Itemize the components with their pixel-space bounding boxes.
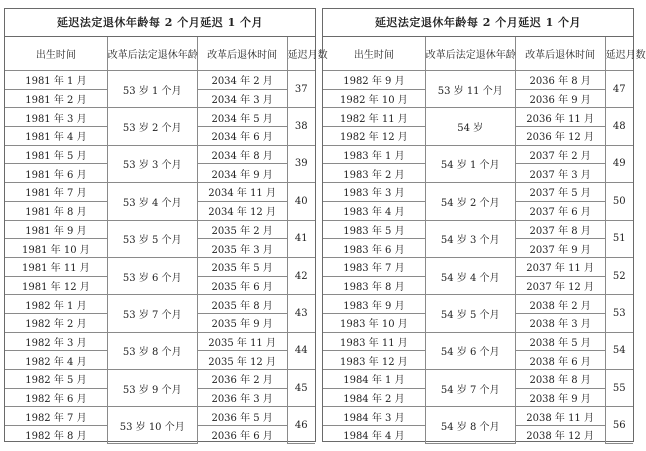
birth-time-cell: 1982 年 9 月 <box>323 71 425 90</box>
retirement-time-cell: 2035 年 9 月 <box>197 313 287 332</box>
retirement-age-cell: 54 岁 3 个月 <box>425 220 515 257</box>
delay-months-cell: 37 <box>287 71 315 108</box>
retirement-age-cell: 53 岁 7 个月 <box>107 295 197 332</box>
birth-time-cell: 1982 年 3 月 <box>5 332 107 351</box>
retirement-time-cell: 2035 年 8 月 <box>197 295 287 314</box>
retirement-age-cell: 53 岁 4 个月 <box>107 183 197 220</box>
retirement-time-cell: 2034 年 2 月 <box>197 71 287 90</box>
birth-time-cell: 1982 年 2 月 <box>5 313 107 332</box>
birth-time-cell: 1981 年 12 月 <box>5 276 107 295</box>
birth-time-cell: 1982 年 8 月 <box>5 426 107 444</box>
table-row <box>5 183 315 202</box>
table-row <box>5 407 315 426</box>
retirement-time-cell: 2036 年 9 月 <box>515 89 605 108</box>
birth-time-cell: 1983 年 8 月 <box>323 276 425 295</box>
header-retirement-time: 改革后退休时间 <box>197 37 287 71</box>
delay-months-cell: 39 <box>287 145 315 182</box>
delay-months-cell: 44 <box>287 332 315 369</box>
retirement-age-cell: 53 岁 11 个月 <box>425 71 515 108</box>
retirement-time-cell: 2035 年 11 月 <box>197 332 287 351</box>
delay-months-cell: 56 <box>605 407 633 444</box>
birth-time-cell: 1983 年 11 月 <box>323 332 425 351</box>
retirement-time-cell: 2035 年 3 月 <box>197 239 287 258</box>
retirement-time-cell: 2037 年 11 月 <box>515 257 605 276</box>
delay-months-cell: 54 <box>605 332 633 369</box>
retirement-time-cell: 2037 年 9 月 <box>515 239 605 258</box>
retirement-time-cell: 2036 年 2 月 <box>197 370 287 389</box>
retirement-age-cell: 53 岁 3 个月 <box>107 145 197 182</box>
birth-time-cell: 1983 年 7 月 <box>323 257 425 276</box>
delay-months-cell: 48 <box>605 108 633 145</box>
delay-months-cell: 46 <box>287 407 315 444</box>
retirement-age-cell: 54 岁 1 个月 <box>425 145 515 182</box>
retirement-table <box>5 37 328 444</box>
header-retirement-time: 改革后退休时间 <box>515 37 605 71</box>
birth-time-cell: 1982 年 1 月 <box>5 295 107 314</box>
retirement-time-cell: 2034 年 8 月 <box>197 145 287 164</box>
header-birth-time: 出生时间 <box>5 37 107 71</box>
retirement-time-cell: 2037 年 8 月 <box>515 220 605 239</box>
birth-time-cell: 1981 年 7 月 <box>5 183 107 202</box>
table-row <box>5 257 315 276</box>
birth-time-cell: 1984 年 4 月 <box>323 426 425 444</box>
header-delay-months: 延迟月数 <box>605 37 633 71</box>
retirement-time-cell: 2036 年 6 月 <box>197 426 287 444</box>
retirement-age-cell: 54 岁 6 个月 <box>425 332 515 369</box>
retirement-time-cell: 2038 年 5 月 <box>515 332 605 351</box>
birth-time-cell: 1983 年 10 月 <box>323 313 425 332</box>
table-row <box>5 295 315 314</box>
retirement-time-cell: 2038 年 3 月 <box>515 313 605 332</box>
table-row <box>323 295 633 314</box>
birth-time-cell: 1982 年 12 月 <box>323 127 425 146</box>
table-title: 延迟法定退休年龄每 2 个月延迟 1 个月 <box>5 9 315 37</box>
birth-time-cell: 1984 年 1 月 <box>323 370 425 389</box>
birth-time-cell: 1983 年 5 月 <box>323 220 425 239</box>
retirement-time-cell: 2034 年 11 月 <box>197 183 287 202</box>
birth-time-cell: 1981 年 1 月 <box>5 71 107 90</box>
retirement-time-cell: 2038 年 9 月 <box>515 388 605 407</box>
retirement-age-cell: 54 岁 <box>425 108 515 145</box>
birth-time-cell: 1983 年 12 月 <box>323 351 425 370</box>
delay-months-cell: 45 <box>287 370 315 407</box>
retirement-age-cell: 54 岁 5 个月 <box>425 295 515 332</box>
header-retirement-age: 改革后法定退休年龄 <box>425 37 515 71</box>
delay-months-cell: 49 <box>605 145 633 182</box>
birth-time-cell: 1981 年 8 月 <box>5 201 107 220</box>
retirement-time-cell: 2035 年 5 月 <box>197 257 287 276</box>
retirement-time-cell: 2038 年 2 月 <box>515 295 605 314</box>
delay-months-cell: 52 <box>605 257 633 294</box>
retirement-time-cell: 2035 年 6 月 <box>197 276 287 295</box>
header-row <box>5 37 315 71</box>
table-row <box>323 71 633 90</box>
retirement-age-cell: 53 岁 5 个月 <box>107 220 197 257</box>
birth-time-cell: 1982 年 10 月 <box>323 89 425 108</box>
birth-time-cell: 1983 年 3 月 <box>323 183 425 202</box>
retirement-time-cell: 2037 年 6 月 <box>515 201 605 220</box>
retirement-age-cell: 53 岁 9 个月 <box>107 370 197 407</box>
birth-time-cell: 1983 年 2 月 <box>323 164 425 183</box>
birth-time-cell: 1982 年 4 月 <box>5 351 107 370</box>
table-row <box>323 332 633 351</box>
delay-months-cell: 42 <box>287 257 315 294</box>
retirement-age-cell: 54 岁 8 个月 <box>425 407 515 444</box>
retirement-time-cell: 2034 年 12 月 <box>197 201 287 220</box>
retirement-time-cell: 2038 年 8 月 <box>515 370 605 389</box>
birth-time-cell: 1981 年 4 月 <box>5 127 107 146</box>
table-row <box>5 332 315 351</box>
birth-time-cell: 1981 年 2 月 <box>5 89 107 108</box>
retirement-age-cell: 53 岁 2 个月 <box>107 108 197 145</box>
retirement-age-cell: 54 岁 4 个月 <box>425 257 515 294</box>
birth-time-cell: 1982 年 11 月 <box>323 108 425 127</box>
delay-months-cell: 47 <box>605 71 633 108</box>
retirement-time-cell: 2034 年 9 月 <box>197 164 287 183</box>
header-delay-months: 延迟月数 <box>287 37 315 71</box>
table-row <box>5 145 315 164</box>
delay-months-cell: 41 <box>287 220 315 257</box>
table-row <box>323 108 633 127</box>
retirement-age-cell: 54 岁 7 个月 <box>425 370 515 407</box>
table-row <box>323 370 633 389</box>
retirement-time-cell: 2036 年 3 月 <box>197 388 287 407</box>
table-row <box>5 370 315 389</box>
retirement-time-cell: 2037 年 2 月 <box>515 145 605 164</box>
birth-time-cell: 1981 年 3 月 <box>5 108 107 127</box>
birth-time-cell: 1982 年 6 月 <box>5 388 107 407</box>
birth-time-cell: 1982 年 7 月 <box>5 407 107 426</box>
retirement-age-cell: 53 岁 1 个月 <box>107 71 197 108</box>
retirement-time-cell: 2034 年 6 月 <box>197 127 287 146</box>
retirement-age-cell: 53 岁 6 个月 <box>107 257 197 294</box>
retirement-time-cell: 2035 年 12 月 <box>197 351 287 370</box>
retirement-time-cell: 2036 年 11 月 <box>515 108 605 127</box>
table-row <box>5 108 315 127</box>
header-birth-time: 出生时间 <box>323 37 425 71</box>
table-row <box>323 257 633 276</box>
delay-months-cell: 50 <box>605 183 633 220</box>
birth-time-cell: 1981 年 9 月 <box>5 220 107 239</box>
retirement-time-cell: 2038 年 11 月 <box>515 407 605 426</box>
right-table-panel <box>322 8 646 443</box>
retirement-age-cell: 53 岁 8 个月 <box>107 332 197 369</box>
delay-months-cell: 53 <box>605 295 633 332</box>
birth-time-cell: 1983 年 9 月 <box>323 295 425 314</box>
table-row <box>5 220 315 239</box>
retirement-time-cell: 2038 年 6 月 <box>515 351 605 370</box>
left-table-panel <box>4 8 328 443</box>
table-row <box>323 407 633 426</box>
retirement-age-cell: 54 岁 2 个月 <box>425 183 515 220</box>
birth-time-cell: 1981 年 10 月 <box>5 239 107 258</box>
retirement-time-cell: 2037 年 5 月 <box>515 183 605 202</box>
delay-months-cell: 55 <box>605 370 633 407</box>
delay-months-cell: 43 <box>287 295 315 332</box>
retirement-time-cell: 2036 年 12 月 <box>515 127 605 146</box>
table-row <box>323 183 633 202</box>
header-row <box>323 37 633 71</box>
birth-time-cell: 1984 年 3 月 <box>323 407 425 426</box>
birth-time-cell: 1981 年 6 月 <box>5 164 107 183</box>
retirement-time-cell: 2036 年 8 月 <box>515 71 605 90</box>
table-row <box>323 220 633 239</box>
delay-months-cell: 51 <box>605 220 633 257</box>
retirement-age-cell: 53 岁 10 个月 <box>107 407 197 444</box>
retirement-time-cell: 2034 年 5 月 <box>197 108 287 127</box>
retirement-time-cell: 2036 年 5 月 <box>197 407 287 426</box>
table-title: 延迟法定退休年龄每 2 个月延迟 1 个月 <box>323 9 633 37</box>
birth-time-cell: 1982 年 5 月 <box>5 370 107 389</box>
birth-time-cell: 1984 年 2 月 <box>323 388 425 407</box>
delay-months-cell: 38 <box>287 108 315 145</box>
retirement-time-cell: 2037 年 12 月 <box>515 276 605 295</box>
birth-time-cell: 1983 年 4 月 <box>323 201 425 220</box>
birth-time-cell: 1983 年 6 月 <box>323 239 425 258</box>
retirement-time-cell: 2037 年 3 月 <box>515 164 605 183</box>
birth-time-cell: 1981 年 5 月 <box>5 145 107 164</box>
header-retirement-age: 改革后法定退休年龄 <box>107 37 197 71</box>
birth-time-cell: 1981 年 11 月 <box>5 257 107 276</box>
table-row <box>323 145 633 164</box>
birth-time-cell: 1983 年 1 月 <box>323 145 425 164</box>
delay-months-cell: 40 <box>287 183 315 220</box>
retirement-table <box>323 37 646 444</box>
retirement-time-cell: 2038 年 12 月 <box>515 426 605 444</box>
retirement-time-cell: 2034 年 3 月 <box>197 89 287 108</box>
table-row <box>5 71 315 90</box>
retirement-time-cell: 2035 年 2 月 <box>197 220 287 239</box>
